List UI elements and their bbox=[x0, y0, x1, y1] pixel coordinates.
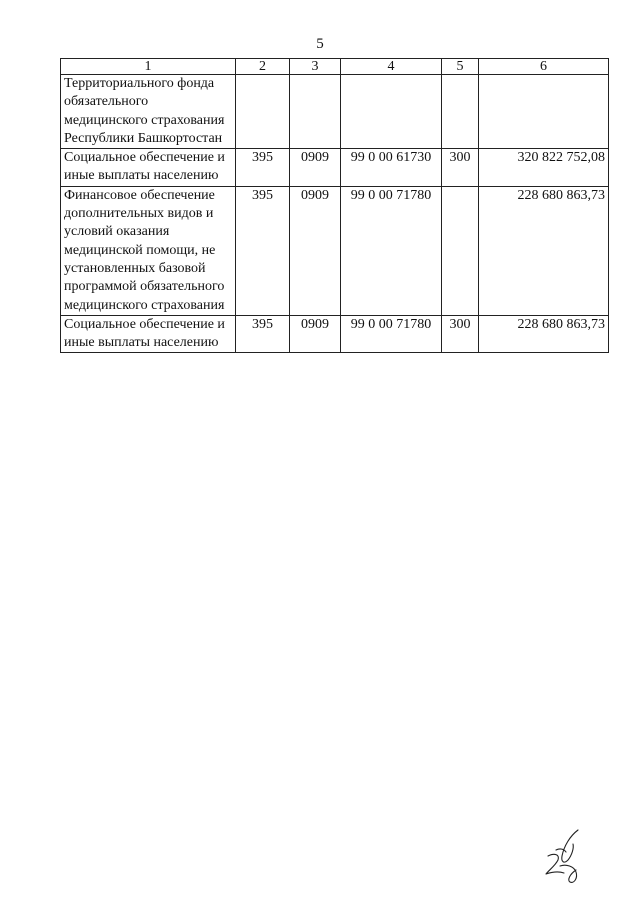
ministry-code-cell bbox=[236, 75, 290, 149]
column-header: 2 bbox=[236, 59, 290, 75]
row-name-cell: Социальное обеспечение и иные выплаты населению bbox=[61, 315, 236, 353]
expense-type-cell: 300 bbox=[442, 149, 479, 187]
table-row bbox=[61, 75, 609, 149]
section-code-cell bbox=[290, 75, 341, 149]
ministry-code-cell: 395 bbox=[236, 315, 290, 353]
target-code-cell: 99 0 00 71780 bbox=[341, 186, 442, 315]
row-name-cell: Территориального фонда обязательного медицинского страхования Республики Башкортостан bbox=[61, 75, 236, 149]
table-row bbox=[61, 186, 609, 315]
table-header-row bbox=[61, 59, 609, 75]
section-code-cell: 0909 bbox=[290, 149, 341, 187]
expense-type-cell bbox=[442, 75, 479, 149]
amount-cell: 228 680 863,73 bbox=[479, 315, 609, 353]
ministry-code-cell: 395 bbox=[236, 149, 290, 187]
column-header: 4 bbox=[341, 59, 442, 75]
budget-table bbox=[60, 58, 609, 353]
section-code-cell: 0909 bbox=[290, 315, 341, 353]
signature-icon bbox=[540, 826, 590, 886]
column-header: 3 bbox=[290, 59, 341, 75]
target-code-cell: 99 0 00 61730 bbox=[341, 149, 442, 187]
column-header: 5 bbox=[442, 59, 479, 75]
table-row bbox=[61, 315, 609, 353]
amount-cell bbox=[479, 75, 609, 149]
column-header: 6 bbox=[479, 59, 609, 75]
column-header: 1 bbox=[61, 59, 236, 75]
target-code-cell: 99 0 00 71780 bbox=[341, 315, 442, 353]
table-row bbox=[61, 149, 609, 187]
row-name-cell: Социальное обеспечение и иные выплаты населению bbox=[61, 149, 236, 187]
section-code-cell: 0909 bbox=[290, 186, 341, 315]
ministry-code-cell: 395 bbox=[236, 186, 290, 315]
target-code-cell bbox=[341, 75, 442, 149]
amount-cell: 320 822 752,08 bbox=[479, 149, 609, 187]
row-name-cell: Финансовое обеспечение дополнительных видов и условий оказания медицинской помощи, не установленных базовой программой обязательного медицинского страхования bbox=[61, 186, 236, 315]
expense-type-cell: 300 bbox=[442, 315, 479, 353]
page-number: 5 bbox=[316, 36, 324, 52]
expense-type-cell bbox=[442, 186, 479, 315]
amount-cell: 228 680 863,73 bbox=[479, 186, 609, 315]
